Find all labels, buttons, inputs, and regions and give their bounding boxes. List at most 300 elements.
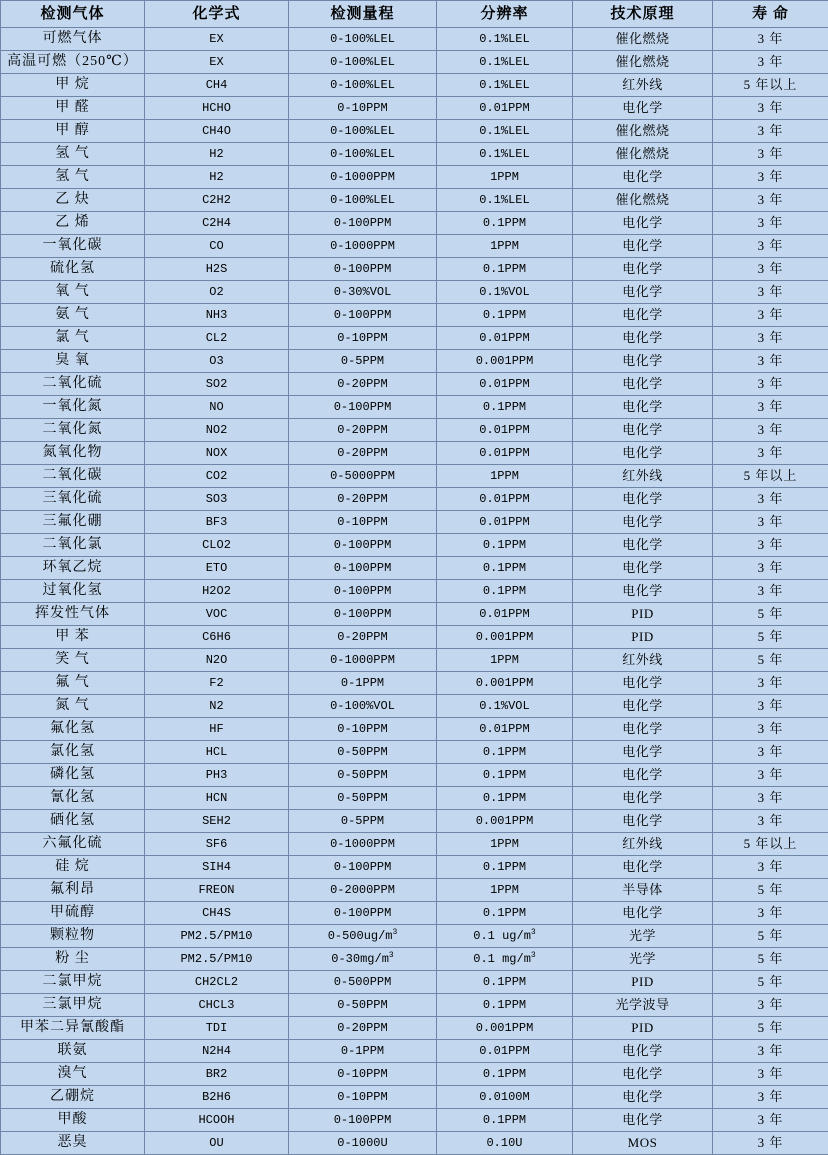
- cell-formula: N2: [145, 695, 289, 718]
- cell-technology: 电化学: [573, 764, 713, 787]
- header-cell-technology: 技术原理: [573, 1, 713, 28]
- cell-gas: 氯 气: [1, 327, 145, 350]
- cell-lifetime: 3 年: [713, 994, 828, 1017]
- cell-formula: CH2CL2: [145, 971, 289, 994]
- cell-resolution: 0.01PPM: [437, 511, 573, 534]
- table-row: [1, 925, 828, 948]
- cell-range: 0-100PPM: [289, 603, 437, 626]
- cell-formula: BF3: [145, 511, 289, 534]
- cell-technology: 电化学: [573, 856, 713, 879]
- cell-lifetime: 5 年: [713, 1017, 828, 1040]
- cell-formula: N2H4: [145, 1040, 289, 1063]
- cell-formula: NO: [145, 396, 289, 419]
- table-row: [1, 1017, 828, 1040]
- cell-resolution: 0.1PPM: [437, 902, 573, 925]
- cell-resolution: 0.0100M: [437, 1086, 573, 1109]
- cell-formula: H2: [145, 143, 289, 166]
- table-row: [1, 1132, 828, 1155]
- cell-formula: CLO2: [145, 534, 289, 557]
- cell-resolution: 0.001PPM: [437, 810, 573, 833]
- cell-range: 0-20PPM: [289, 373, 437, 396]
- table-row: [1, 212, 828, 235]
- cell-lifetime: 3 年: [713, 741, 828, 764]
- cell-lifetime: 5 年: [713, 626, 828, 649]
- cell-range: 0-100PPM: [289, 856, 437, 879]
- cell-lifetime: 3 年: [713, 327, 828, 350]
- cell-resolution: 0.01PPM: [437, 603, 573, 626]
- cell-formula: CH4: [145, 74, 289, 97]
- cell-range: 0-50PPM: [289, 741, 437, 764]
- cell-gas: 磷化氢: [1, 764, 145, 787]
- cell-range: 0-20PPM: [289, 626, 437, 649]
- cell-gas: 硒化氢: [1, 810, 145, 833]
- cell-technology: 催化燃烧: [573, 51, 713, 74]
- cell-gas: 硫化氢: [1, 258, 145, 281]
- cell-range: 0-100%VOL: [289, 695, 437, 718]
- cell-resolution: 0.1PPM: [437, 971, 573, 994]
- cell-technology: 催化燃烧: [573, 143, 713, 166]
- cell-technology: 电化学: [573, 442, 713, 465]
- cell-lifetime: 3 年: [713, 488, 828, 511]
- cell-technology: 电化学: [573, 212, 713, 235]
- table-row: [1, 235, 828, 258]
- cell-lifetime: 3 年: [713, 28, 828, 51]
- cell-lifetime: 3 年: [713, 856, 828, 879]
- cell-lifetime: 3 年: [713, 51, 828, 74]
- table-row: [1, 902, 828, 925]
- cell-technology: MOS: [573, 1132, 713, 1155]
- cell-range: 0-1PPM: [289, 672, 437, 695]
- cell-lifetime: 3 年: [713, 902, 828, 925]
- cell-lifetime: 3 年: [713, 373, 828, 396]
- cell-formula: VOC: [145, 603, 289, 626]
- cell-resolution: 0.1 $mg/m^3$: [437, 948, 573, 971]
- cell-formula: C2H4: [145, 212, 289, 235]
- cell-gas: 氢 气: [1, 166, 145, 189]
- cell-technology: PID: [573, 626, 713, 649]
- cell-formula: C6H6: [145, 626, 289, 649]
- cell-formula: CH4O: [145, 120, 289, 143]
- cell-resolution: 1PPM: [437, 166, 573, 189]
- table-row: [1, 511, 828, 534]
- cell-lifetime: 5 年以上: [713, 833, 828, 856]
- cell-range: 0-5PPM: [289, 810, 437, 833]
- cell-gas: 颗粒物: [1, 925, 145, 948]
- cell-resolution: 0.01PPM: [437, 373, 573, 396]
- cell-range: 0-100%LEL: [289, 120, 437, 143]
- cell-technology: 电化学: [573, 902, 713, 925]
- cell-gas: 挥发性气体: [1, 603, 145, 626]
- cell-gas: 甲酸: [1, 1109, 145, 1132]
- table-row: [1, 419, 828, 442]
- cell-lifetime: 3 年: [713, 718, 828, 741]
- cell-formula: OU: [145, 1132, 289, 1155]
- cell-lifetime: 5 年: [713, 649, 828, 672]
- cell-range: 0-500PPM: [289, 971, 437, 994]
- cell-gas: 高温可燃（250℃）: [1, 51, 145, 74]
- cell-range: 0-1PPM: [289, 1040, 437, 1063]
- cell-range: 0-5000PPM: [289, 465, 437, 488]
- cell-gas: 甲 醇: [1, 120, 145, 143]
- cell-gas: 二氧化氯: [1, 534, 145, 557]
- table-row: [1, 764, 828, 787]
- table-row: [1, 994, 828, 1017]
- cell-resolution: 0.01PPM: [437, 488, 573, 511]
- cell-technology: 电化学: [573, 1109, 713, 1132]
- table-row: [1, 442, 828, 465]
- cell-technology: 电化学: [573, 1040, 713, 1063]
- table-row: [1, 1086, 828, 1109]
- table-row: [1, 28, 828, 51]
- cell-gas: 氯化氢: [1, 741, 145, 764]
- table-row: [1, 948, 828, 971]
- cell-resolution: 0.1PPM: [437, 304, 573, 327]
- cell-range: 0-1000U: [289, 1132, 437, 1155]
- cell-range: 0-5PPM: [289, 350, 437, 373]
- table-row: [1, 580, 828, 603]
- cell-resolution: 0.1%LEL: [437, 74, 573, 97]
- cell-range: 0-100%LEL: [289, 143, 437, 166]
- table-row: [1, 534, 828, 557]
- cell-formula: ETO: [145, 557, 289, 580]
- cell-resolution: 0.1PPM: [437, 856, 573, 879]
- table-row: [1, 396, 828, 419]
- cell-gas: 氢 气: [1, 143, 145, 166]
- cell-formula: HCOOH: [145, 1109, 289, 1132]
- cell-gas: 二氯甲烷: [1, 971, 145, 994]
- table-row: [1, 1063, 828, 1086]
- table-row: [1, 649, 828, 672]
- cell-technology: 催化燃烧: [573, 120, 713, 143]
- cell-resolution: 0.001PPM: [437, 672, 573, 695]
- table-row: [1, 695, 828, 718]
- cell-resolution: 0.1PPM: [437, 1109, 573, 1132]
- cell-gas: 硅 烷: [1, 856, 145, 879]
- cell-lifetime: 5 年: [713, 879, 828, 902]
- table-row: [1, 626, 828, 649]
- cell-formula: O3: [145, 350, 289, 373]
- cell-formula: HCHO: [145, 97, 289, 120]
- cell-technology: 电化学: [573, 557, 713, 580]
- cell-technology: 红外线: [573, 74, 713, 97]
- cell-resolution: 1PPM: [437, 235, 573, 258]
- cell-lifetime: 5 年: [713, 925, 828, 948]
- cell-gas: 臭 氧: [1, 350, 145, 373]
- cell-formula: SEH2: [145, 810, 289, 833]
- cell-technology: 电化学: [573, 396, 713, 419]
- cell-resolution: 0.1PPM: [437, 534, 573, 557]
- cell-resolution: 1PPM: [437, 879, 573, 902]
- cell-formula: PM2.5/PM10: [145, 948, 289, 971]
- table-row: [1, 971, 828, 994]
- cell-technology: 红外线: [573, 649, 713, 672]
- cell-technology: 电化学: [573, 166, 713, 189]
- cell-range: 0-10PPM: [289, 718, 437, 741]
- cell-technology: 电化学: [573, 235, 713, 258]
- cell-formula: CHCL3: [145, 994, 289, 1017]
- cell-range: 0-10PPM: [289, 511, 437, 534]
- cell-resolution: 0.1%LEL: [437, 189, 573, 212]
- cell-gas: 联氨: [1, 1040, 145, 1063]
- cell-range: 0-1000PPM: [289, 649, 437, 672]
- cell-technology: 电化学: [573, 534, 713, 557]
- cell-gas: 三氧化硫: [1, 488, 145, 511]
- cell-range: $0-500ug/m^3$: [289, 925, 437, 948]
- cell-range: 0-100PPM: [289, 396, 437, 419]
- cell-formula: SO3: [145, 488, 289, 511]
- cell-technology: 电化学: [573, 373, 713, 396]
- cell-formula: EX: [145, 51, 289, 74]
- table-row: [1, 120, 828, 143]
- cell-formula: BR2: [145, 1063, 289, 1086]
- cell-technology: 电化学: [573, 672, 713, 695]
- table-row: [1, 879, 828, 902]
- cell-formula: FREON: [145, 879, 289, 902]
- cell-gas: 甲 苯: [1, 626, 145, 649]
- table-row: [1, 327, 828, 350]
- cell-formula: CO2: [145, 465, 289, 488]
- table-body: [1, 28, 828, 1155]
- cell-gas: 笑 气: [1, 649, 145, 672]
- cell-range: 0-10PPM: [289, 327, 437, 350]
- cell-lifetime: 3 年: [713, 143, 828, 166]
- cell-gas: 乙 烯: [1, 212, 145, 235]
- cell-resolution: 0.1PPM: [437, 764, 573, 787]
- cell-range: 0-20PPM: [289, 419, 437, 442]
- cell-technology: 电化学: [573, 810, 713, 833]
- cell-technology: PID: [573, 603, 713, 626]
- cell-resolution: 0.1PPM: [437, 580, 573, 603]
- cell-technology: 光学: [573, 948, 713, 971]
- cell-gas: 氰化氢: [1, 787, 145, 810]
- cell-technology: 电化学: [573, 741, 713, 764]
- cell-formula: EX: [145, 28, 289, 51]
- cell-technology: 催化燃烧: [573, 189, 713, 212]
- cell-range: 0-100PPM: [289, 580, 437, 603]
- cell-formula: HCL: [145, 741, 289, 764]
- cell-lifetime: 3 年: [713, 1086, 828, 1109]
- table-row: [1, 488, 828, 511]
- cell-technology: 半导体: [573, 879, 713, 902]
- cell-lifetime: 5 年: [713, 603, 828, 626]
- table-row: [1, 833, 828, 856]
- cell-lifetime: 3 年: [713, 235, 828, 258]
- cell-technology: 电化学: [573, 1063, 713, 1086]
- cell-lifetime: 5 年以上: [713, 74, 828, 97]
- table-row: [1, 51, 828, 74]
- cell-gas: 二氧化硫: [1, 373, 145, 396]
- cell-lifetime: 3 年: [713, 557, 828, 580]
- cell-range: 0-2000PPM: [289, 879, 437, 902]
- cell-range: 0-100PPM: [289, 212, 437, 235]
- cell-lifetime: 3 年: [713, 1063, 828, 1086]
- cell-gas: 氧 气: [1, 281, 145, 304]
- cell-lifetime: 3 年: [713, 281, 828, 304]
- table-row: [1, 143, 828, 166]
- table-row: [1, 97, 828, 120]
- cell-gas: 甲 醛: [1, 97, 145, 120]
- cell-gas: 二氧化碳: [1, 465, 145, 488]
- cell-technology: 电化学: [573, 419, 713, 442]
- cell-formula: O2: [145, 281, 289, 304]
- cell-lifetime: 3 年: [713, 1109, 828, 1132]
- cell-lifetime: 5 年: [713, 948, 828, 971]
- cell-lifetime: 3 年: [713, 120, 828, 143]
- cell-technology: 电化学: [573, 97, 713, 120]
- cell-formula: H2S: [145, 258, 289, 281]
- cell-formula: CL2: [145, 327, 289, 350]
- cell-resolution: 0.001PPM: [437, 626, 573, 649]
- cell-gas: 甲硫醇: [1, 902, 145, 925]
- cell-formula: SO2: [145, 373, 289, 396]
- cell-lifetime: 3 年: [713, 212, 828, 235]
- cell-lifetime: 3 年: [713, 1132, 828, 1155]
- cell-resolution: 0.1 $ug/m^3$: [437, 925, 573, 948]
- cell-resolution: 0.001PPM: [437, 350, 573, 373]
- cell-formula: N2O: [145, 649, 289, 672]
- cell-technology: 电化学: [573, 281, 713, 304]
- cell-lifetime: 3 年: [713, 810, 828, 833]
- cell-technology: 电化学: [573, 787, 713, 810]
- cell-technology: 光学波导: [573, 994, 713, 1017]
- table-row: [1, 1040, 828, 1063]
- cell-technology: 电化学: [573, 1086, 713, 1109]
- cell-lifetime: 3 年: [713, 1040, 828, 1063]
- table-row: [1, 373, 828, 396]
- cell-lifetime: 3 年: [713, 764, 828, 787]
- cell-lifetime: 3 年: [713, 97, 828, 120]
- cell-gas: 溴气: [1, 1063, 145, 1086]
- table-row: [1, 718, 828, 741]
- cell-technology: PID: [573, 1017, 713, 1040]
- table-row: [1, 465, 828, 488]
- cell-resolution: 0.1PPM: [437, 1063, 573, 1086]
- table-row: [1, 672, 828, 695]
- cell-range: 0-30%VOL: [289, 281, 437, 304]
- cell-resolution: 0.01PPM: [437, 718, 573, 741]
- cell-resolution: 0.01PPM: [437, 1040, 573, 1063]
- cell-range: 0-10PPM: [289, 1086, 437, 1109]
- cell-range: 0-100PPM: [289, 1109, 437, 1132]
- cell-formula: SIH4: [145, 856, 289, 879]
- cell-range: 0-1000PPM: [289, 166, 437, 189]
- cell-gas: 氮 气: [1, 695, 145, 718]
- cell-range: 0-20PPM: [289, 1017, 437, 1040]
- cell-range: 0-100%LEL: [289, 74, 437, 97]
- cell-resolution: 0.1PPM: [437, 994, 573, 1017]
- cell-technology: 红外线: [573, 465, 713, 488]
- table-row: [1, 350, 828, 373]
- cell-gas: 环氧乙烷: [1, 557, 145, 580]
- cell-range: 0-50PPM: [289, 787, 437, 810]
- header-cell-resolution: 分辨率: [437, 1, 573, 28]
- cell-formula: NOX: [145, 442, 289, 465]
- cell-resolution: 0.1PPM: [437, 212, 573, 235]
- cell-formula: PH3: [145, 764, 289, 787]
- cell-formula: SF6: [145, 833, 289, 856]
- cell-formula: PM2.5/PM10: [145, 925, 289, 948]
- cell-range: 0-1000PPM: [289, 235, 437, 258]
- cell-range: 0-100PPM: [289, 258, 437, 281]
- cell-lifetime: 3 年: [713, 258, 828, 281]
- cell-gas: 乙 炔: [1, 189, 145, 212]
- cell-lifetime: 3 年: [713, 787, 828, 810]
- cell-formula: H2O2: [145, 580, 289, 603]
- table-row: [1, 304, 828, 327]
- cell-lifetime: 3 年: [713, 350, 828, 373]
- cell-gas: 甲 烷: [1, 74, 145, 97]
- table-row: [1, 1109, 828, 1132]
- cell-gas: 恶臭: [1, 1132, 145, 1155]
- cell-resolution: 0.1PPM: [437, 557, 573, 580]
- cell-resolution: 0.01PPM: [437, 442, 573, 465]
- cell-resolution: 0.1%LEL: [437, 120, 573, 143]
- cell-range: 0-100PPM: [289, 304, 437, 327]
- cell-technology: 电化学: [573, 488, 713, 511]
- cell-technology: 光学: [573, 925, 713, 948]
- cell-technology: 红外线: [573, 833, 713, 856]
- cell-resolution: 0.001PPM: [437, 1017, 573, 1040]
- cell-gas: 一氧化氮: [1, 396, 145, 419]
- cell-gas: 一氧化碳: [1, 235, 145, 258]
- cell-formula: B2H6: [145, 1086, 289, 1109]
- cell-lifetime: 5 年以上: [713, 465, 828, 488]
- cell-resolution: 0.1PPM: [437, 258, 573, 281]
- cell-range: 0-20PPM: [289, 442, 437, 465]
- table-row: [1, 189, 828, 212]
- cell-formula: TDI: [145, 1017, 289, 1040]
- cell-formula: NO2: [145, 419, 289, 442]
- cell-formula: NH3: [145, 304, 289, 327]
- cell-formula: HCN: [145, 787, 289, 810]
- cell-resolution: 0.01PPM: [437, 327, 573, 350]
- cell-gas: 氟化氢: [1, 718, 145, 741]
- cell-resolution: 0.1%LEL: [437, 28, 573, 51]
- cell-range: 0-10PPM: [289, 97, 437, 120]
- cell-gas: 过氧化氢: [1, 580, 145, 603]
- cell-gas: 六氟化硫: [1, 833, 145, 856]
- cell-gas: 氟 气: [1, 672, 145, 695]
- cell-range: 0-100PPM: [289, 534, 437, 557]
- cell-resolution: 0.1PPM: [437, 741, 573, 764]
- cell-resolution: 0.1PPM: [437, 787, 573, 810]
- cell-gas: 可燃气体: [1, 28, 145, 51]
- cell-lifetime: 3 年: [713, 396, 828, 419]
- cell-technology: 电化学: [573, 258, 713, 281]
- cell-range: 0-100%LEL: [289, 51, 437, 74]
- cell-resolution: 0.1%LEL: [437, 51, 573, 74]
- cell-technology: 电化学: [573, 580, 713, 603]
- cell-range: 0-100PPM: [289, 902, 437, 925]
- cell-gas: 乙硼烷: [1, 1086, 145, 1109]
- cell-resolution: 0.1%VOL: [437, 281, 573, 304]
- cell-resolution: 0.1%VOL: [437, 695, 573, 718]
- cell-technology: 催化燃烧: [573, 28, 713, 51]
- cell-lifetime: 3 年: [713, 442, 828, 465]
- table-row: [1, 741, 828, 764]
- cell-formula: H2: [145, 166, 289, 189]
- table-row: [1, 787, 828, 810]
- header-cell-lifetime: 寿 命: [713, 1, 828, 28]
- table-row: [1, 557, 828, 580]
- cell-lifetime: 5 年: [713, 971, 828, 994]
- cell-gas: 三氯甲烷: [1, 994, 145, 1017]
- table-row: [1, 166, 828, 189]
- header-cell-range: 检测量程: [289, 1, 437, 28]
- cell-lifetime: 3 年: [713, 511, 828, 534]
- cell-formula: F2: [145, 672, 289, 695]
- table-row: [1, 856, 828, 879]
